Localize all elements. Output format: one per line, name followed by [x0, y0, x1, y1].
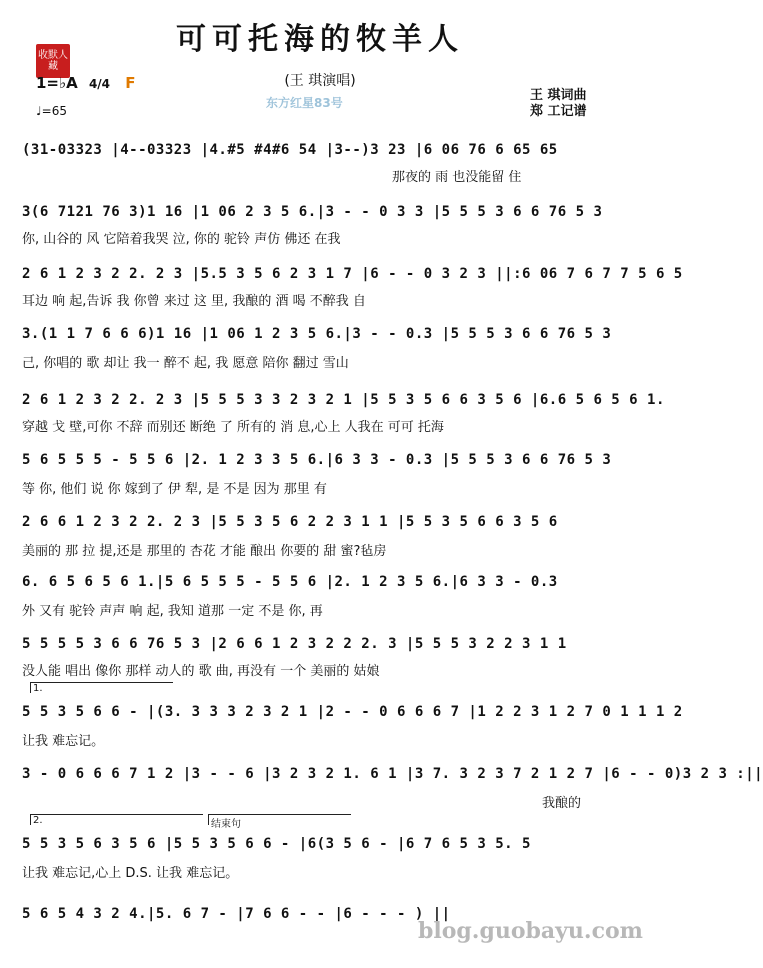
lyric-row-5: 穿越 戈 壁,可你 不辞 而别还 断绝 了 所有的 消 息,心上 人我在 可可 托海: [22, 420, 444, 435]
lyric-row-8: 外 又有 驼铃 声声 响 起, 我知 道那 一定 不是 你, 再: [22, 604, 323, 619]
lyric-row-1: 那夜的 雨 也没能留 住: [392, 170, 522, 185]
site-watermark: blog.guobayu.com: [418, 918, 643, 944]
notation-row-9: 5 5 5 5 3 6 6 76 5 3 |2 6 6 1 2 3 2 2 2. 3 |5 5 5 3 2 2 3 1 1: [22, 636, 567, 652]
credit-lyrics: 王 琪词曲: [530, 88, 587, 103]
notation-row-7: 2 6 6 1 2 3 2 2. 2 3 |5 5 3 5 6 2 2 3 1 1 |5 5 3 5 6 6 3 5 6: [22, 514, 558, 530]
notation-row-10: 5 5 3 5 6 6 - |(3. 3 3 3 2 3 2 1 |2 - - 0 6 6 6 7 |1 2 2 3 1 2 7 0 1 1 1 2: [22, 704, 683, 720]
notation-row-12: 5 5 3 5 6 3 5 6 |5 5 3 5 6 6 - |6(3 5 6 - |6 7 6 5 3 5. 5: [22, 836, 531, 852]
tempo-mark: ♩=65: [36, 104, 67, 118]
notation-row-1: (31-03323 |4--03323 |4.#5 #4#6 54 |3--)3 23 |6 06 76 6 65 65: [22, 142, 558, 158]
notation-row-13: 5 6 5 4 3 2 4.|5. 6 7 - |7 6 6 - - |6 - - - ) ||: [22, 906, 451, 922]
ending-bracket: 结束句: [208, 814, 351, 825]
time-signature: 4/4: [88, 77, 111, 91]
lyric-row-4: 己, 你唱的 歌 却让 我一 醉不 起, 我 愿意 陪你 翻过 雪山: [22, 356, 349, 371]
lyric-row-10: 让我 难忘记。: [22, 734, 105, 749]
collector-seal: 收默人藏: [36, 44, 70, 78]
volta-second: 2.: [30, 814, 203, 825]
notation-row-6: 5 6 5 5 5 - 5 5 6 |2. 1 2 3 3 5 6.|6 3 3 - 0.3 |5 5 5 3 6 6 76 5 3: [22, 452, 612, 468]
notation-row-3: 2 6 1 2 3 2 2. 2 3 |5.5 3 5 6 2 3 1 7 |6 - - 0 3 2 3 ||:6 06 7 6 7 7 5 6 5: [22, 266, 683, 282]
song-title: 可可托海的牧羊人: [176, 22, 464, 57]
notation-row-11: 3 - 0 6 6 6 7 1 2 |3 - - 6 |3 2 3 2 1. 6 1 |3 7. 3 2 3 7 2 1 2 7 |6 - - 0)3 2 3 :||: [22, 766, 763, 782]
notation-row-2: 3(6 7121 76 3)1 16 |1 06 2 3 5 6.|3 - - 0 3 3 |5 5 5 3 6 6 76 5 3: [22, 204, 603, 220]
lyric-row-7: 美丽的 那 拉 提,还是 那里的 杏花 才能 酿出 你要的 甜 蜜?毡房: [22, 544, 387, 559]
dynamic-mark: F: [125, 74, 136, 92]
singer: (王 琪演唱): [284, 73, 356, 89]
lyric-row-3: 耳边 响 起,告诉 我 你曾 来过 这 里, 我酿的 酒 喝 不醉我 自: [22, 294, 366, 309]
lyric-row-9: 没人能 唱出 像你 那样 动人的 歌 曲, 再没有 一个 美丽的 姑娘: [22, 664, 380, 679]
key-signature: 1=♭A: [36, 74, 78, 92]
notation-row-5: 2 6 1 2 3 2 2. 2 3 |5 5 5 3 3 2 3 2 1 |5 5 3 5 6 6 3 5 6 |6.6 5 6 5 6 1.: [22, 392, 665, 408]
watermark: 东方红星83号: [266, 96, 343, 110]
credit-transcribe: 郑 工记谱: [530, 104, 587, 119]
notation-row-8: 6. 6 5 6 5 6 1.|5 6 5 5 5 - 5 5 6 |2. 1 2 3 5 6.|6 3 3 - 0.3: [22, 574, 558, 590]
lyric-row-11: 我酿的: [542, 796, 582, 811]
lyric-row-12: 让我 难忘记,心上 D.S. 让我 难忘记。: [22, 866, 239, 881]
volta-first: 1.: [30, 682, 173, 693]
notation-row-4: 3.(1 1 7 6 6 6)1 16 |1 06 1 2 3 5 6.|3 - - 0.3 |5 5 5 3 6 6 76 5 3: [22, 326, 612, 342]
lyric-row-6: 等 你, 他们 说 你 嫁到了 伊 犁, 是 不是 因为 那里 有: [22, 482, 327, 497]
lyric-row-2: 你, 山谷的 风 它陪着我哭 泣, 你的 驼铃 声仿 佛还 在我: [22, 232, 341, 247]
